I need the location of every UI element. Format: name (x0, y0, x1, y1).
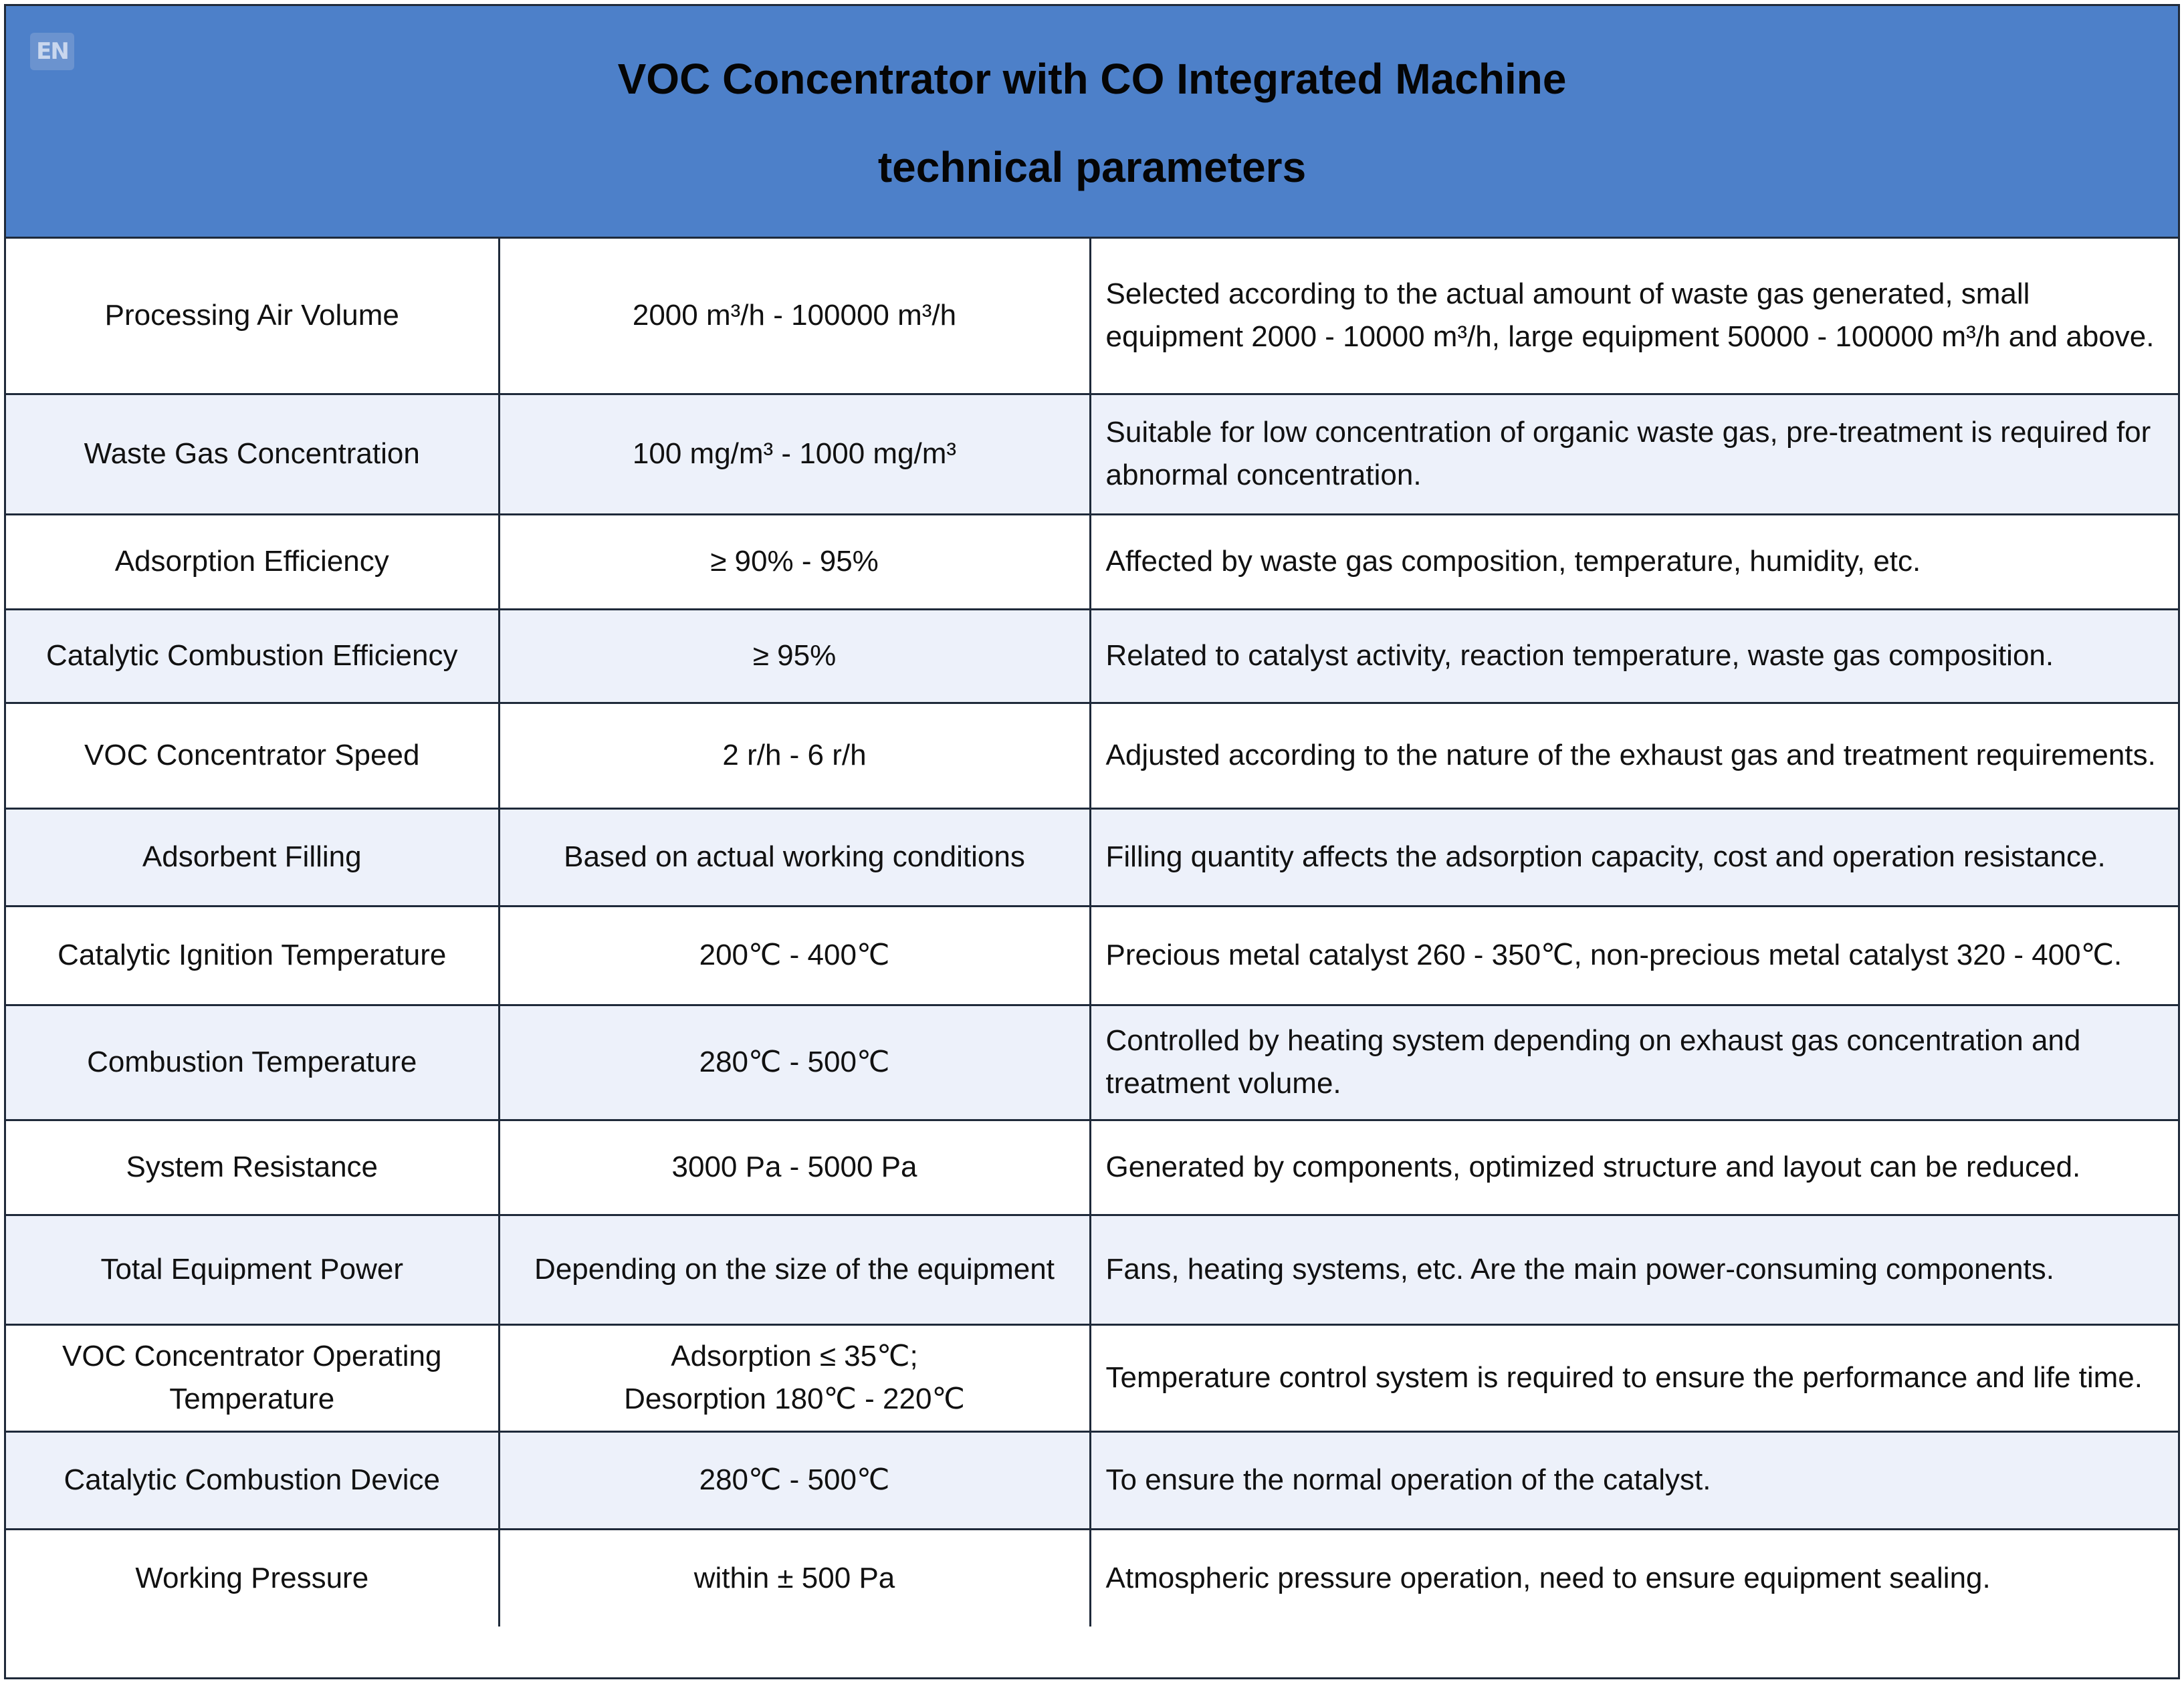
parameter-description-cell: Related to catalyst activity, reaction temperature, waste gas composition. (1090, 609, 2178, 703)
table-row (6, 906, 2178, 1005)
parameter-name-cell: Waste Gas Concentration (6, 394, 499, 514)
parameter-description-cell: To ensure the normal operation of the catalyst. (1090, 1431, 2178, 1529)
parameter-value-line: Adsorption ≤ 35℃; (671, 1340, 918, 1372)
parameter-name-cell: Total Equipment Power (6, 1215, 499, 1324)
parameter-name-cell: Catalytic Combustion Efficiency (6, 609, 499, 703)
parameter-value-cell (499, 703, 1090, 808)
parameter-value-line: 280℃ - 500℃ (699, 1046, 890, 1078)
parameter-value-line: 200℃ - 400℃ (699, 939, 890, 971)
parameter-value-cell (499, 1120, 1090, 1215)
parameter-value-line: 3000 Pa - 5000 Pa (671, 1151, 917, 1183)
table-row (6, 609, 2178, 703)
parameter-description-cell: Selected according to the actual amount of waste gas generated, small equipment 2000 - 10000 m³/h, large equipment 50000 - 100000 m³/h and above. (1090, 239, 2178, 394)
table-row (6, 808, 2178, 906)
parameter-description-cell: Precious metal catalyst 260 - 350℃, non-precious metal catalyst 320 - 400℃. (1090, 906, 2178, 1005)
parameter-value-cell (499, 1324, 1090, 1431)
table-row (6, 1431, 2178, 1529)
table-row (6, 1324, 2178, 1431)
table-row (6, 1005, 2178, 1120)
parameter-description-cell: Adjusted according to the nature of the exhaust gas and treatment requirements. (1090, 703, 2178, 808)
table-row (6, 1215, 2178, 1324)
parameter-value-cell (499, 906, 1090, 1005)
parameter-value-line: within ± 500 Pa (693, 1561, 895, 1594)
parameter-name-cell: Combustion Temperature (6, 1005, 499, 1120)
parameter-name-cell: VOC Concentrator Operating Temperature (6, 1324, 499, 1431)
parameter-description-cell: Fans, heating systems, etc. Are the main power-consuming components. (1090, 1215, 2178, 1324)
parameter-value-line: Based on actual working conditions (564, 840, 1025, 873)
parameter-value-cell (499, 239, 1090, 394)
table-row (6, 514, 2178, 609)
parameter-value-cell (499, 1005, 1090, 1120)
parameter-name-cell: Adsorbent Filling (6, 808, 499, 906)
parameter-description-cell: Generated by components, optimized structure and layout can be reduced. (1090, 1120, 2178, 1215)
parameter-name-cell: Working Pressure (6, 1529, 499, 1627)
parameter-value-line: 100 mg/m³ - 1000 mg/m³ (632, 437, 957, 470)
parameter-description-cell: Atmospheric pressure operation, need to ensure equipment sealing. (1090, 1529, 2178, 1627)
header-banner (6, 6, 2178, 239)
parameter-name-cell: System Resistance (6, 1120, 499, 1215)
parameter-name-cell: VOC Concentrator Speed (6, 703, 499, 808)
parameter-name-cell: Adsorption Efficiency (6, 514, 499, 609)
parameter-value-line: Depending on the size of the equipment (534, 1253, 1055, 1286)
logo-icon: EN (30, 33, 74, 70)
parameters-table (6, 239, 2178, 1627)
table-row (6, 394, 2178, 514)
parameter-name-cell: Catalytic Combustion Device (6, 1431, 499, 1529)
table-row (6, 239, 2178, 394)
parameter-value-line: Desorption 180℃ - 220℃ (624, 1382, 965, 1415)
parameter-value-line: ≥ 90% - 95% (710, 545, 879, 578)
parameter-value-line: ≥ 95% (752, 639, 837, 672)
parameter-value-cell (499, 1215, 1090, 1324)
parameter-name-cell: Catalytic Ignition Temperature (6, 906, 499, 1005)
parameter-name-cell: Processing Air Volume (6, 239, 499, 394)
parameter-value-cell (499, 394, 1090, 514)
parameter-description-cell: Affected by waste gas composition, temperature, humidity, etc. (1090, 514, 2178, 609)
parameter-value-cell (499, 514, 1090, 609)
table-row (6, 1120, 2178, 1215)
parameter-value-line: 2000 m³/h - 100000 m³/h (632, 299, 957, 332)
parameter-value-line: 280℃ - 500℃ (699, 1463, 890, 1496)
parameter-value-cell (499, 1431, 1090, 1529)
parameter-value-line: 2 r/h - 6 r/h (722, 739, 867, 771)
parameter-sheet (4, 4, 2180, 1679)
parameter-description-cell: Temperature control system is required to ensure the performance and life time. (1090, 1324, 2178, 1431)
parameters-table-body (6, 239, 2178, 1627)
parameter-description-cell: Controlled by heating system depending on exhaust gas concentration and treatment volume. (1090, 1005, 2178, 1120)
parameter-description-cell: Filling quantity affects the adsorption capacity, cost and operation resistance. (1090, 808, 2178, 906)
parameter-description-cell: Suitable for low concentration of organic waste gas, pre-treatment is required for abnormal concentration. (1090, 394, 2178, 514)
parameter-value-cell (499, 609, 1090, 703)
parameter-value-cell (499, 1529, 1090, 1627)
page-subtitle: technical parameters (877, 143, 1307, 191)
page-title: VOC Concentrator with CO Integrated Machine (617, 55, 1567, 103)
parameter-value-cell (499, 808, 1090, 906)
table-row (6, 703, 2178, 808)
table-row (6, 1529, 2178, 1627)
